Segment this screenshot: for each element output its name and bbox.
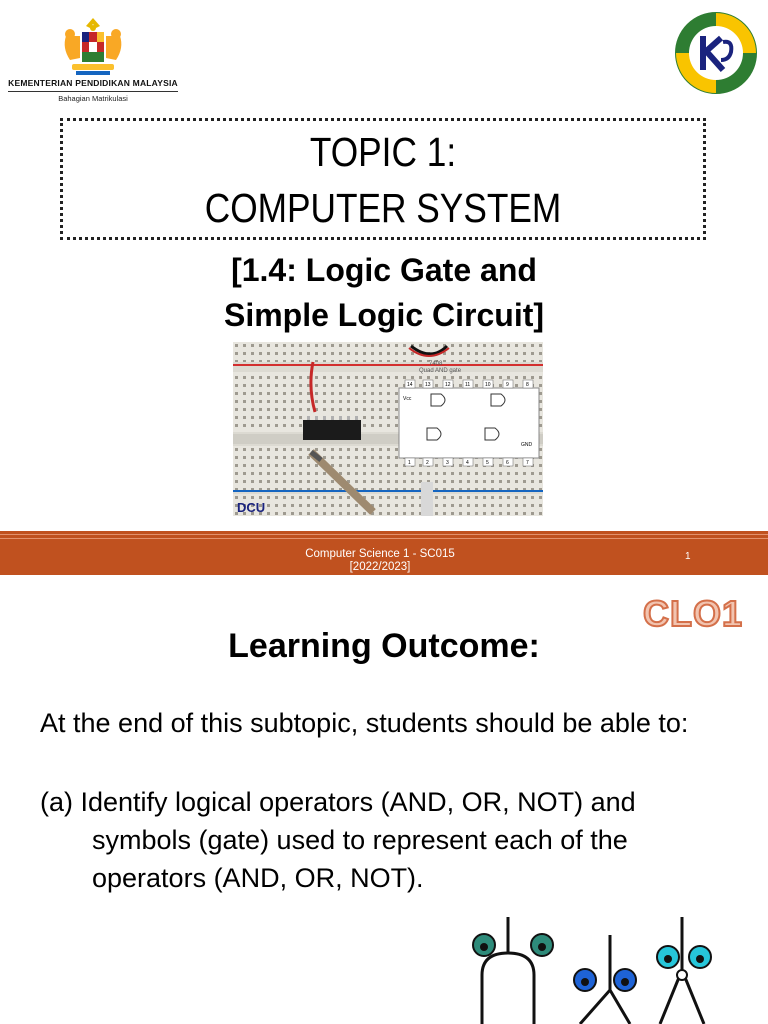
svg-text:3: 3: [446, 460, 449, 466]
svg-text:13: 13: [425, 382, 431, 388]
clo-badge: CLO1: [643, 593, 744, 634]
ministry-logo: [8, 8, 178, 103]
logic-gate-characters-icon: [460, 915, 720, 1024]
topic-number: TOPIC 1:: [309, 129, 457, 175]
svg-text:5: 5: [486, 460, 489, 466]
svg-text:1: 1: [408, 460, 411, 466]
chip-label: 7408: [429, 361, 443, 367]
svg-text:4: 4: [466, 460, 469, 466]
footer-course: [280, 548, 480, 574]
svg-text:12: 12: [445, 382, 451, 388]
ministry-division: Bahagian Matrikulasi: [58, 94, 128, 103]
learning-outcome-intro: At the end of this subtopic, students should be able to:: [40, 708, 689, 738]
svg-text:8: 8: [526, 382, 529, 388]
subtopic-line-2: Simple Logic Circuit]: [223, 297, 545, 333]
footer-session: [2022/2023]: [349, 561, 411, 573]
svg-text:GND: GND: [521, 442, 533, 448]
ministry-rule: [8, 91, 178, 92]
svg-text:6: 6: [506, 460, 509, 466]
svg-text:14: 14: [407, 382, 413, 388]
svg-text:9: 9: [506, 382, 509, 388]
page-number: 1: [685, 551, 691, 562]
item-a-line-2: symbols (gate) used to represent each of the: [92, 825, 628, 855]
svg-text:2: 2: [426, 460, 429, 466]
svg-text:10: 10: [485, 382, 491, 388]
breadboard-photo: [233, 342, 543, 516]
learning-outcome-item-a: [40, 783, 740, 897]
learning-outcome-slide: [0, 575, 768, 1024]
matriculation-college-logo-icon: [675, 12, 757, 94]
dcu-brand: DCU: [237, 500, 266, 515]
subtopic-line-1: [1.4: Logic Gate and: [231, 252, 537, 288]
item-a-line-1: (a) Identify logical operators (AND, OR, NOT) and: [40, 787, 636, 817]
item-a-line-3: operators (AND, OR, NOT).: [92, 863, 424, 893]
learning-outcome-heading: Learning Outcome:: [228, 627, 540, 665]
svg-text:Vcc: Vcc: [403, 396, 412, 402]
footer-bar: [0, 531, 768, 575]
svg-text:Quad AND gate: Quad AND gate: [419, 368, 462, 374]
footer-course-code: Computer Science 1 - SC015: [305, 548, 455, 560]
svg-text:11: 11: [465, 382, 471, 388]
svg-text:7: 7: [526, 460, 529, 466]
title-box: [60, 118, 706, 240]
topic-title: COMPUTER SYSTEM: [204, 185, 562, 231]
ministry-name: KEMENTERIAN PENDIDIKAN MALAYSIA: [8, 78, 178, 88]
coat-of-arms-icon: [58, 16, 128, 78]
